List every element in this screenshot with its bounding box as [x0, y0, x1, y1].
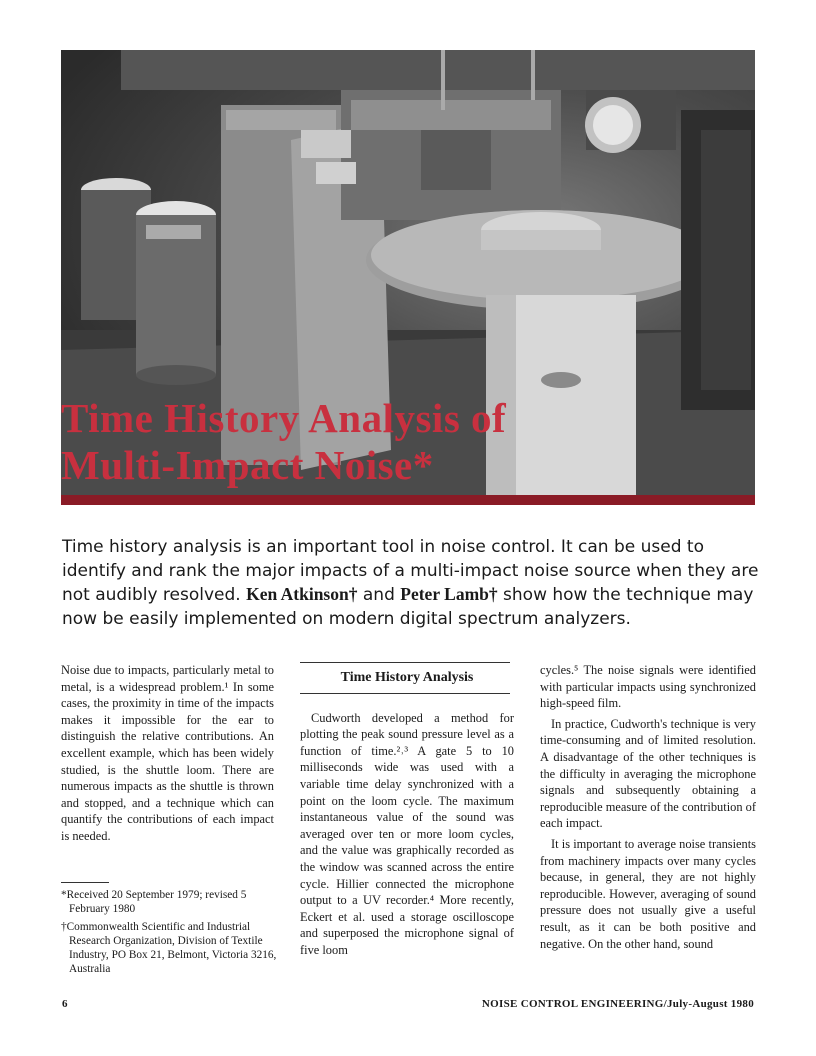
footnote-separator — [61, 882, 109, 883]
page-number: 6 — [62, 998, 68, 1010]
header-photo-loom — [61, 50, 755, 505]
body-column-3 — [540, 662, 756, 952]
author-lamb: Peter Lamb† — [400, 584, 498, 604]
body-column-2 — [300, 662, 514, 959]
section-heading: Time History Analysis — [340, 670, 474, 685]
footnotes — [61, 888, 279, 980]
author-atkinson: Ken Atkinson† — [246, 584, 358, 604]
journal-running-foot: NOISE CONTROL ENGINEERING/July-August 1980 — [481, 998, 754, 1010]
paragraph: Noise due to impacts, particularly metal to metal, is a widespread problem.¹ In some cases, the proximity in time of the impacts makes it impossible for the ear to distinguish the relative contributions. An excellent example, which has been widely studied, is the shuttle loom. There are numerous impacts as the shuttle is thrown and stopped, and a technique which can quantify the contributions of each impact is needed. — [61, 663, 274, 843]
paragraph: It is important to average noise transients from machinery impacts over many cycles because, in general, they are not highly reproducible. However, averaging of sound pressure does not usually give a useful result, as it can be both positive and negative. On the other hand, sound — [540, 836, 756, 951]
footnote-affiliation: †Commonwealth Scientific and Industrial Research Organization, Division of Textile Industry, PO Box 21, Belmont, Victoria 3216, Australia — [61, 921, 277, 975]
paragraph: In practice, Cudworth's technique is very time-consuming and of limited resolution. A disadvantage of the other techniques is the difficulty in averaging the microphone signals and subsequently obtaining a reproducible measure of the contribution of each impact. — [540, 716, 756, 831]
article-title — [61, 395, 755, 489]
deck-connector: and — [357, 585, 401, 605]
footnote-received: *Received 20 September 1979; revised 5 February 1980 — [61, 889, 247, 915]
deck-outro: show how the technique may now be easily implemented on modern digital spectrum analyzers. — [62, 585, 754, 629]
title-line-2: Multi-Impact Noise* — [61, 442, 434, 488]
deck-intro: Time history analysis is an important tool in noise control. It can be used to identify and rank the major impacts of a multi-impact noise source when they are not audibly resolved. — [62, 537, 759, 605]
article-deck — [62, 536, 762, 631]
photo-bottom-strip — [61, 495, 755, 505]
paragraph: cycles.⁵ The noise signals were identified with particular impacts using synchronized high-speed film. — [540, 663, 756, 711]
title-line-1: Time History Analysis of — [61, 395, 507, 441]
heading-rule-bottom — [300, 693, 510, 694]
paragraph: Cudworth developed a method for plotting the peak sound pressure level as a function of time.²˒³ A gate 5 to 10 milliseconds wide was used with a variable time delay synchronized with a point on the loom cycle. The maximum instantaneous value of the sound was averaged over ten or more loom cycles, and the value was graphically recorded as the window was scanned across the entire cycle. Hillier connected the microphone output to a UV recorder.⁴ More recently, Eckert et al. used a storage oscilloscope and superposed the microphone signal of five loom — [300, 710, 514, 957]
body-column-1 — [61, 662, 274, 845]
